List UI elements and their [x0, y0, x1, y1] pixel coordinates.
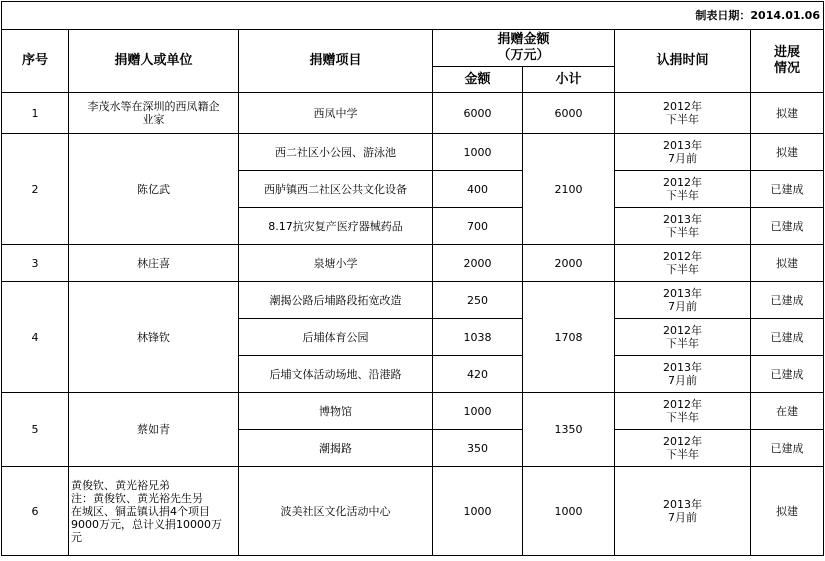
donor-line: 陈亿武	[137, 182, 170, 196]
time-line: 2013年	[663, 498, 702, 511]
cell-donor	[69, 393, 239, 467]
header-amount-line2: （万元）	[497, 48, 550, 63]
cell-no: 6	[2, 467, 69, 556]
cell-subtotal: 2000	[523, 245, 615, 282]
cell-amount: 700	[433, 208, 523, 245]
cell-project: 西胪镇西二社区公共文化设备	[239, 171, 433, 208]
time-line: 下半年	[666, 448, 699, 461]
time-line: 2013年	[663, 361, 702, 374]
header-amount-group	[433, 30, 615, 67]
donation-table	[1, 1, 824, 556]
table-row	[2, 393, 824, 430]
donor-line: 林庄喜	[137, 256, 170, 270]
time-line: 7月前	[668, 511, 697, 524]
table-row	[2, 245, 824, 282]
header-amount-line1: 捐赠金额	[497, 32, 550, 47]
time-line: 2012年	[663, 435, 702, 448]
time-line: 2012年	[663, 100, 702, 113]
time-line: 下半年	[666, 113, 699, 126]
cell-subtotal: 2100	[523, 134, 615, 245]
cell-amount: 1000	[433, 134, 523, 171]
cell-status: 已建成	[751, 208, 824, 245]
cell-subtotal: 6000	[523, 93, 615, 134]
cell-time	[615, 393, 751, 430]
table-row	[2, 282, 824, 319]
donor-line: 林锋钦	[137, 330, 170, 344]
time-line: 7月前	[668, 374, 697, 387]
cell-donor	[69, 467, 239, 556]
donor-line: 李茂水等在深圳的西凤籍企	[87, 100, 220, 113]
cell-project: 西凤中学	[239, 93, 433, 134]
header-project: 捐赠项目	[239, 30, 433, 93]
cell-project: 后埔体育公园	[239, 319, 433, 356]
header-status-line1: 进展	[773, 45, 800, 60]
cell-amount: 400	[433, 171, 523, 208]
cell-time	[615, 93, 751, 134]
table-date: 制表日期：2014.01.06	[2, 2, 824, 30]
cell-project: 潮揭公路后埔路段拓宽改造	[239, 282, 433, 319]
cell-donor	[69, 282, 239, 393]
cell-subtotal: 1708	[523, 282, 615, 393]
cell-amount: 1038	[433, 319, 523, 356]
cell-project: 西二社区小公园、游泳池	[239, 134, 433, 171]
header-subtotal: 小计	[523, 67, 615, 93]
cell-amount: 350	[433, 430, 523, 467]
donor-line: 元	[71, 530, 82, 544]
table-row	[2, 134, 824, 171]
donor-line: 蔡如青	[137, 423, 170, 436]
cell-amount: 420	[433, 356, 523, 393]
time-line: 下半年	[666, 189, 699, 202]
cell-time	[615, 245, 751, 282]
cell-no: 3	[2, 245, 69, 282]
header-donor: 捐赠人或单位	[69, 30, 239, 93]
time-line: 下半年	[666, 226, 699, 239]
time-line: 7月前	[668, 152, 697, 165]
cell-time	[615, 430, 751, 467]
cell-no: 1	[2, 93, 69, 134]
cell-amount: 1000	[433, 393, 523, 430]
cell-donor	[69, 134, 239, 245]
cell-project: 8.17抗灾复产医疗器械药品	[239, 208, 433, 245]
cell-status: 已建成	[751, 171, 824, 208]
donor-line: 业家	[142, 113, 165, 126]
cell-no: 2	[2, 134, 69, 245]
table-row	[2, 93, 824, 134]
cell-status: 已建成	[751, 319, 824, 356]
cell-status: 已建成	[751, 356, 824, 393]
time-line: 下半年	[666, 337, 699, 350]
cell-donor	[69, 93, 239, 134]
cell-project: 泉塘小学	[239, 245, 433, 282]
cell-no: 5	[2, 393, 69, 467]
time-line: 2013年	[663, 139, 702, 152]
cell-amount: 250	[433, 282, 523, 319]
cell-status: 拟建	[751, 245, 824, 282]
cell-donor	[69, 245, 239, 282]
cell-status: 拟建	[751, 467, 824, 556]
cell-subtotal: 1350	[523, 393, 615, 467]
donation-table-sheet	[1, 1, 823, 559]
time-line: 2013年	[663, 213, 702, 226]
table-row	[2, 467, 824, 556]
header-status-line2: 情况	[773, 61, 800, 76]
time-line: 7月前	[668, 300, 697, 313]
cell-project: 潮揭路	[239, 430, 433, 467]
donor-line: 9000万元，总计义捐10000万	[71, 517, 222, 531]
time-line: 2012年	[663, 176, 702, 189]
cell-amount: 1000	[433, 467, 523, 556]
header-amount: 金额	[433, 67, 523, 93]
time-line: 2012年	[663, 250, 702, 263]
cell-time	[615, 467, 751, 556]
cell-no: 4	[2, 282, 69, 393]
donor-line: 注：黄俊钦、黄光裕先生另	[71, 491, 203, 505]
donor-line: 在城区、铜盂镇认捐4个项目	[71, 504, 210, 518]
cell-time	[615, 356, 751, 393]
cell-status: 在建	[751, 393, 824, 430]
cell-project: 波美社区文化活动中心	[239, 467, 433, 556]
cell-amount: 6000	[433, 93, 523, 134]
time-line: 2012年	[663, 324, 702, 337]
header-status	[751, 30, 824, 93]
cell-amount: 2000	[433, 245, 523, 282]
donor-line: 黄俊钦、黄光裕兄弟	[71, 478, 170, 492]
cell-status: 拟建	[751, 134, 824, 171]
cell-status: 已建成	[751, 430, 824, 467]
cell-status: 拟建	[751, 93, 824, 134]
cell-project: 博物馆	[239, 393, 433, 430]
cell-subtotal: 1000	[523, 467, 615, 556]
header-time: 认捐时间	[615, 30, 751, 93]
cell-time	[615, 282, 751, 319]
cell-time	[615, 171, 751, 208]
time-line: 2012年	[663, 398, 702, 411]
cell-time	[615, 134, 751, 171]
cell-time	[615, 208, 751, 245]
cell-status: 已建成	[751, 282, 824, 319]
time-line: 下半年	[666, 263, 699, 276]
header-no: 序号	[2, 30, 69, 93]
cell-time	[615, 319, 751, 356]
time-line: 下半年	[666, 411, 699, 424]
cell-project: 后埔文体活动场地、沿港路	[239, 356, 433, 393]
time-line: 2013年	[663, 287, 702, 300]
